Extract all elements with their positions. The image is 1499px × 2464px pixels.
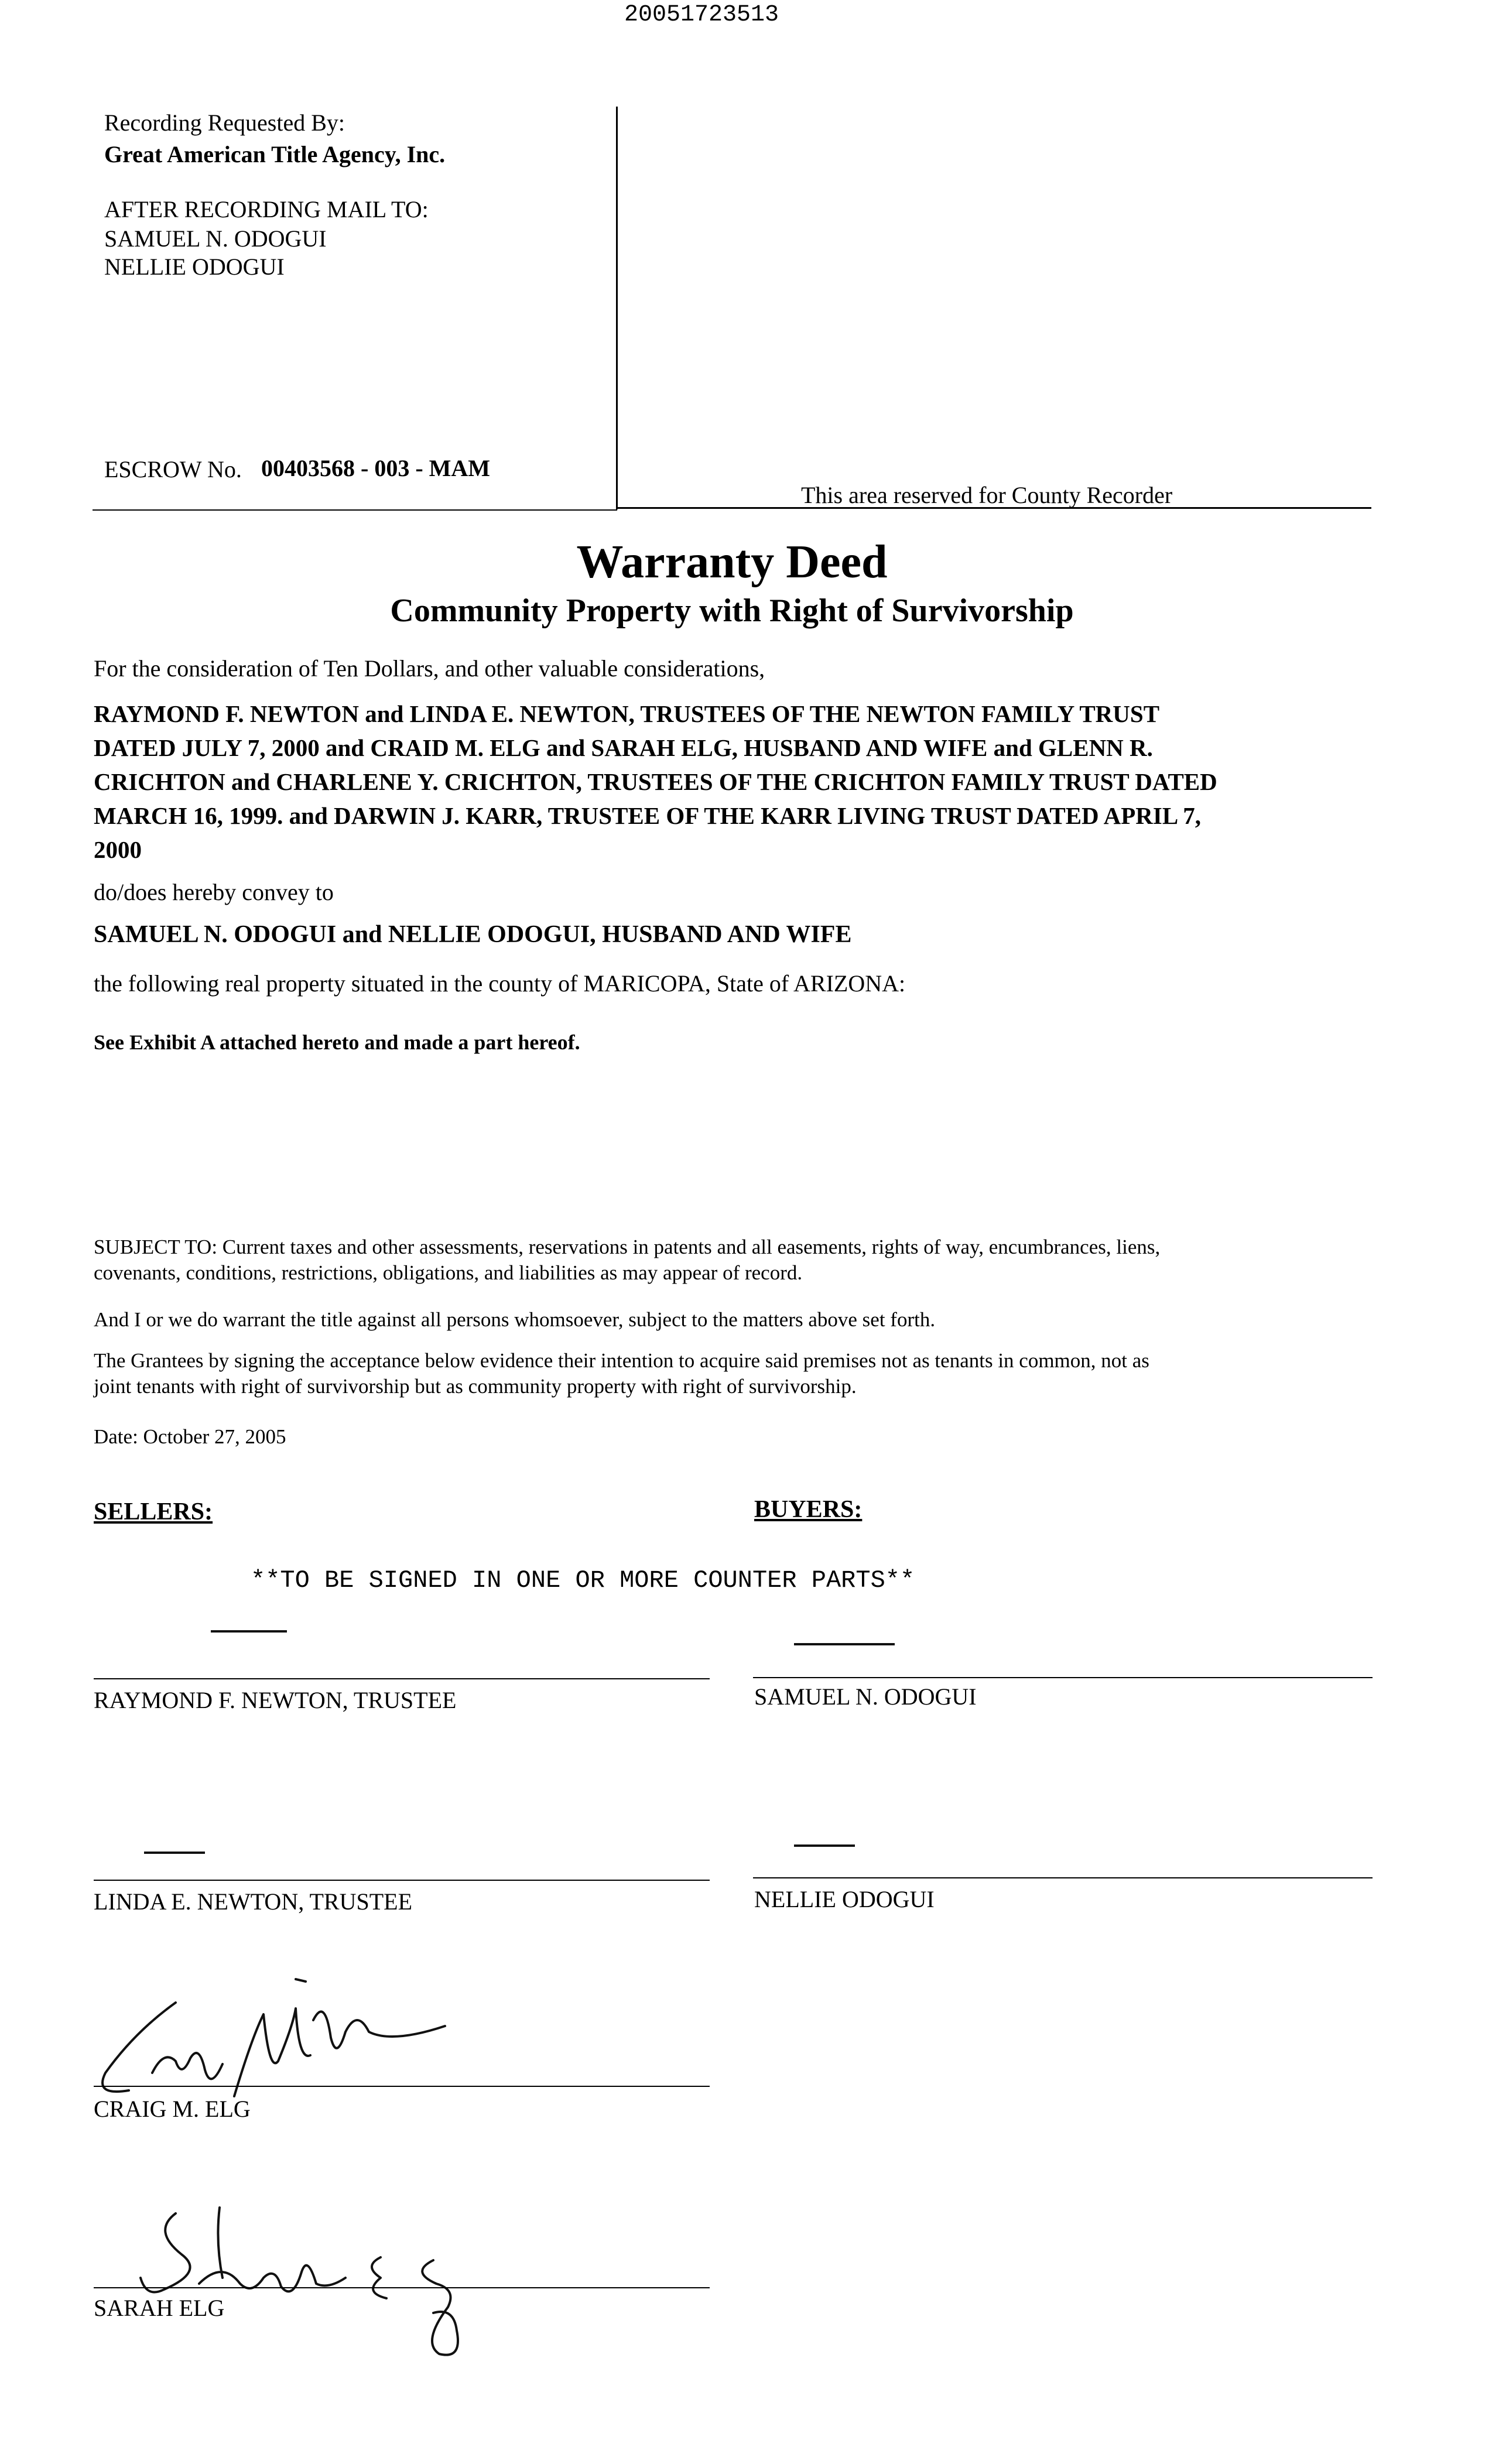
deed-date: Date: October 27, 2005 bbox=[94, 1425, 286, 1448]
grantors-block bbox=[94, 697, 1382, 867]
subject-to-block bbox=[94, 1234, 1382, 1286]
convey-text: do/does hereby convey to bbox=[94, 879, 334, 905]
recorder-area-note: This area reserved for County Recorder bbox=[801, 482, 1173, 508]
grantors-line-2: DATED JULY 7, 2000 and CRAID M. ELG and SARAH ELG, HUSBAND AND WIFE and GLENN R. bbox=[94, 734, 1153, 761]
mail-to-line-2: NELLIE ODOGUI bbox=[104, 254, 285, 280]
escrow-label: ESCROW No. bbox=[104, 456, 242, 482]
recording-requested-label: Recording Requested By: bbox=[104, 109, 345, 136]
grantors-line-1: RAYMOND F. NEWTON and LINDA E. NEWTON, TRUSTEES OF THE NEWTON FAMILY TRUST bbox=[94, 700, 1160, 727]
sellers-heading: SELLERS: bbox=[94, 1498, 213, 1525]
exhibit-text: See Exhibit A attached hereto and made a part hereof. bbox=[94, 1031, 580, 1054]
signature-line-linda bbox=[94, 1880, 710, 1881]
document-number: 20051723513 bbox=[624, 2, 779, 28]
grantees-intent-block bbox=[94, 1348, 1382, 1399]
escrow-number: 00403568 - 003 - MAM bbox=[261, 455, 491, 481]
signature-mark bbox=[794, 1844, 855, 1847]
buyers-heading: BUYERS: bbox=[754, 1496, 863, 1523]
grantors-line-4: MARCH 16, 1999. and DARWIN J. KARR, TRUSTEE OF THE KARR LIVING TRUST DATED APRIL 7, bbox=[94, 802, 1201, 829]
warrant-text: And I or we do warrant the title against all persons whomsoever, subject to the matters above set forth. bbox=[94, 1308, 936, 1331]
signer-nellie: NELLIE ODOGUI bbox=[754, 1886, 935, 1912]
recorder-area-divider bbox=[616, 107, 618, 509]
grantors-line-5: 2000 bbox=[94, 836, 142, 863]
grantees-intent-line-2: joint tenants with right of survivorship but as community property with right of survivorship. bbox=[94, 1375, 857, 1398]
handwritten-signature-sarah bbox=[105, 2190, 550, 2360]
signature-line-nellie bbox=[753, 1877, 1373, 1878]
signature-mark bbox=[211, 1630, 287, 1633]
grantees-intent-line-1: The Grantees by signing the acceptance below evidence their intention to acquire said premises not as tenants in common, not as bbox=[94, 1349, 1149, 1372]
mail-to-line-1: SAMUEL N. ODOGUI bbox=[104, 225, 327, 252]
mail-to-label: AFTER RECORDING MAIL TO: bbox=[104, 196, 429, 223]
signature-line-samuel bbox=[753, 1677, 1373, 1678]
grantees-names: SAMUEL N. ODOGUI and NELLIE ODOGUI, HUSBAND AND WIFE bbox=[94, 921, 852, 948]
signer-samuel: SAMUEL N. ODOGUI bbox=[754, 1683, 977, 1710]
signature-mark bbox=[144, 1852, 205, 1854]
signature-line-raymond bbox=[94, 1678, 710, 1679]
signer-craig: CRAIG M. ELG bbox=[94, 2096, 251, 2122]
signature-line-craig bbox=[94, 2086, 710, 2087]
counterparts-note: **TO BE SIGNED IN ONE OR MORE COUNTER PARTS** bbox=[251, 1566, 915, 1594]
signer-sarah: SARAH ELG bbox=[94, 2295, 225, 2321]
signature-line-sarah bbox=[94, 2287, 710, 2288]
recording-requested-name: Great American Title Agency, Inc. bbox=[104, 141, 446, 167]
consideration-text: For the consideration of Ten Dollars, and other valuable considerations, bbox=[94, 655, 765, 682]
handwritten-signature-craig bbox=[64, 1944, 474, 2120]
signature-mark bbox=[794, 1643, 895, 1645]
property-text: the following real property situated in the county of MARICOPA, State of ARIZONA: bbox=[94, 970, 906, 997]
grantors-line-3: CRICHTON and CHARLENE Y. CRICHTON, TRUSTEES OF THE CRICHTON FAMILY TRUST DATED bbox=[94, 768, 1217, 795]
header-rule-left bbox=[93, 509, 617, 511]
signer-linda: LINDA E. NEWTON, TRUSTEE bbox=[94, 1888, 413, 1915]
deed-subtitle: Community Property with Right of Survivorship bbox=[390, 593, 1074, 629]
subject-to-line-1: SUBJECT TO: Current taxes and other assessments, reservations in patents and all easements, rights of way, encumbrances, liens, bbox=[94, 1236, 1161, 1258]
deed-title: Warranty Deed bbox=[576, 536, 888, 588]
subject-to-line-2: covenants, conditions, restrictions, obligations, and liabilities as may appear of record. bbox=[94, 1261, 803, 1284]
signer-raymond: RAYMOND F. NEWTON, TRUSTEE bbox=[94, 1687, 457, 1713]
